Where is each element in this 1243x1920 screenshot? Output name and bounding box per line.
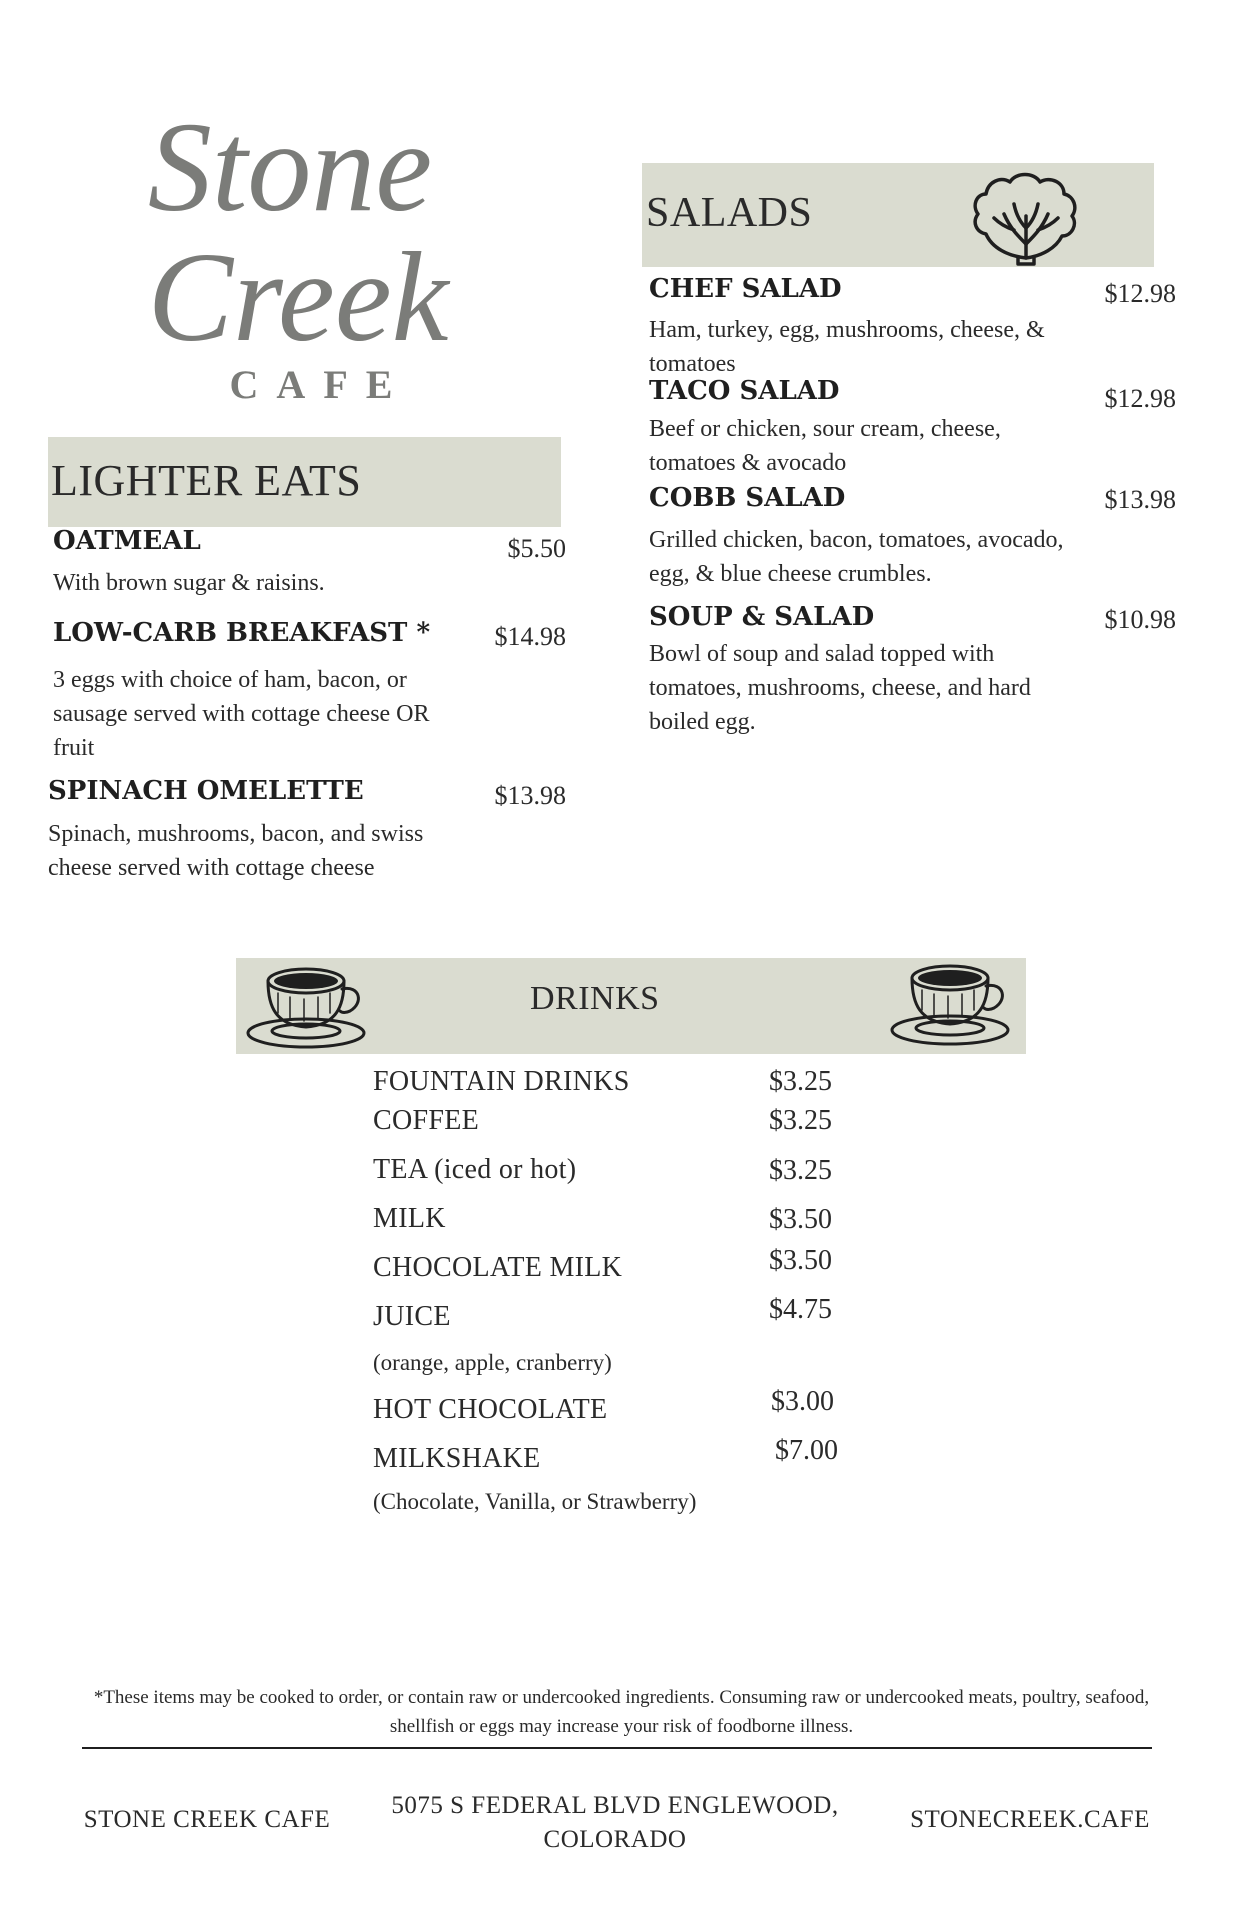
drink-name: MILK (373, 1203, 446, 1234)
salads-title: SALADS (646, 190, 813, 236)
lettuce-icon (968, 166, 1084, 266)
drink-name: COFFEE (373, 1105, 480, 1136)
drink-note: (orange, apple, cranberry) (373, 1350, 612, 1375)
drink-price: $3.25 (769, 1155, 832, 1186)
drinks-header (236, 958, 1026, 1054)
salads-header (642, 163, 1154, 267)
footer-divider (82, 1747, 1152, 1749)
menu-item-description: With brown sugar & raisins. (53, 570, 325, 596)
menu-item-price: $13.98 (494, 781, 566, 810)
menu-item-name: SOUP & SALAD (649, 602, 875, 632)
menu-item-price: $13.98 (1104, 485, 1176, 514)
menu-item-name: CHEF SALAD (649, 274, 842, 304)
menu-item-price: $14.98 (494, 622, 566, 651)
logo (120, 90, 500, 410)
drink-price: $4.75 (769, 1294, 832, 1325)
menu-item-description: Ham, turkey, egg, mushrooms, cheese, & tomatoes (649, 317, 1045, 377)
menu-item-price: $12.98 (1104, 384, 1176, 413)
drink-name: HOT CHOCOLATE (373, 1394, 608, 1425)
menu-item-name: LOW-CARB BREAKFAST * (53, 618, 431, 648)
menu-item-name: TACO SALAD (649, 376, 840, 406)
footer-address: 5075 S FEDERAL BLVD ENGLEWOOD, COLORADO (391, 1792, 839, 1853)
coffee-cup-icon (246, 963, 372, 1051)
menu-item-name: SPINACH OMELETTE (48, 776, 364, 806)
coffee-cup-icon (890, 960, 1016, 1048)
food-safety-disclaimer: *These items may be cooked to order, or contain raw or undercooked ingredients. Consuming raw or undercooked meats, poultry, seafood, shellfish or eggs may increase your risk of foodborne illness. (93, 1687, 1150, 1737)
drink-price: $3.00 (771, 1386, 834, 1417)
menu-item-price: $10.98 (1104, 605, 1176, 634)
drink-price: $3.50 (769, 1204, 832, 1235)
drink-price: $7.00 (775, 1435, 838, 1466)
drink-name: CHOCOLATE MILK (373, 1252, 623, 1283)
drink-name: MILKSHAKE (373, 1443, 541, 1474)
menu-item-description: Grilled chicken, bacon, tomatoes, avocado, egg, & blue cheese crumbles. (649, 527, 1064, 587)
menu-item-description: Beef or chicken, sour cream, cheese, tomatoes & avocado (649, 416, 1001, 476)
lighter-eats-title: LIGHTER EATS (51, 456, 362, 505)
menu-item-description: Bowl of soup and salad topped with tomatoes, mushrooms, cheese, and hard boiled egg. (649, 641, 1031, 735)
footer-website[interactable]: STONECREEK.CAFE (910, 1806, 1150, 1833)
logo-line-1: Stone (147, 96, 433, 238)
menu-item-description: 3 eggs with choice of ham, bacon, or sausage served with cottage cheese OR fruit (53, 667, 430, 761)
menu-item-description: Spinach, mushrooms, bacon, and swiss cheese served with cottage cheese (48, 821, 424, 881)
drink-price: $3.50 (769, 1245, 832, 1276)
menu-item-name: COBB SALAD (649, 483, 846, 513)
lighter-eats-header (48, 437, 561, 527)
logo-graphic (120, 90, 500, 410)
footer-cafe-name: STONE CREEK CAFE (83, 1806, 331, 1833)
menu-item-price: $5.50 (507, 534, 566, 563)
drink-name: FOUNTAIN DRINKS (373, 1066, 630, 1097)
drink-price: $3.25 (769, 1105, 832, 1136)
drink-name: TEA (iced or hot) (373, 1154, 577, 1185)
drinks-title: DRINKS (530, 980, 660, 1017)
menu-item-price: $12.98 (1104, 279, 1176, 308)
logo-line-3: CAFE (229, 362, 411, 407)
logo-line-2: Creek (147, 226, 449, 368)
drink-price: $3.25 (769, 1066, 832, 1097)
menu-item-name: OATMEAL (53, 526, 201, 556)
drink-name: JUICE (373, 1301, 451, 1332)
drink-note: (Chocolate, Vanilla, or Strawberry) (373, 1489, 697, 1514)
